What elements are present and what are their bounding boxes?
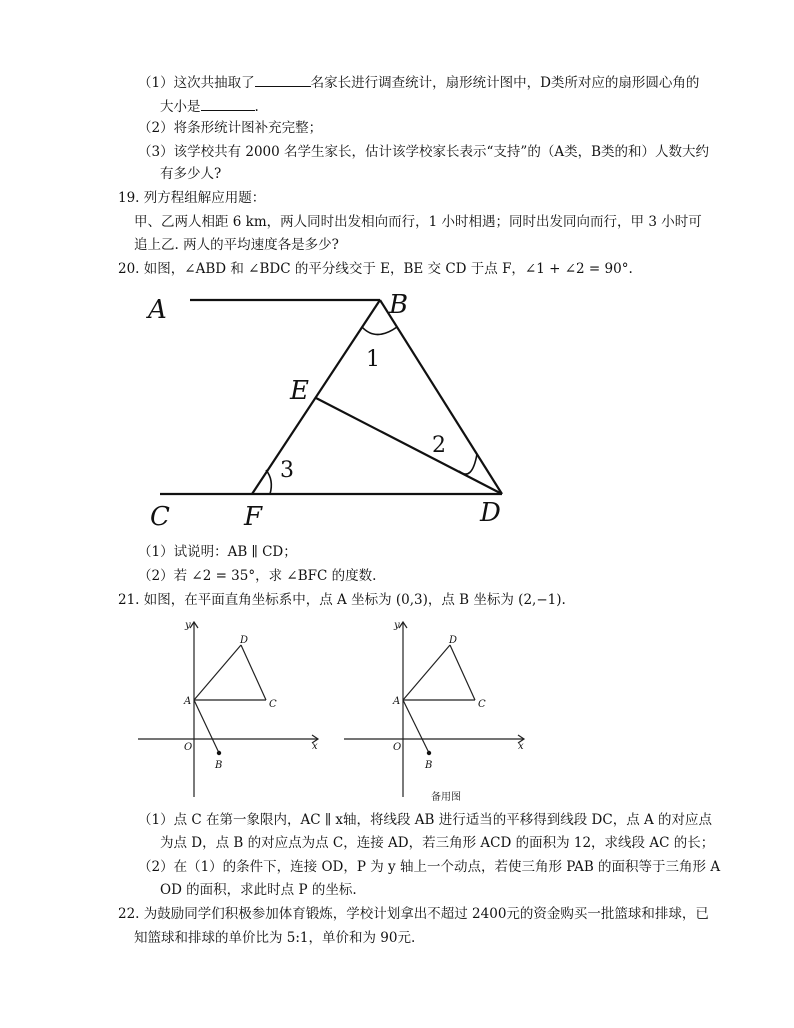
point-D-label: D [240,635,249,646]
origin-label: O [393,742,402,753]
q21-heading: 21. 如图，在平面直角坐标系中，点 A 坐标为 (0,3)，点 B 坐标为 (2,−1). [118,592,566,608]
label-C: C [150,502,170,532]
label-A: A [148,295,167,325]
segment-BF [252,300,380,494]
segment-AD [403,645,450,700]
point-A-label: A [393,696,401,707]
answer-blank[interactable] [201,96,255,111]
angle-3-arc [266,470,271,494]
q20-geometry-figure [140,285,520,535]
q18-part1-line1: （1）这次共抽取了 名家长进行调查统计，扇形统计图中，D类所对应的扇形圆心角的 [138,72,699,93]
x-axis-label: x [518,741,524,752]
y-axis-label: y [394,620,400,631]
point-C-label: C [478,699,486,710]
point-A-label: A [184,696,192,707]
q21-part1-line2: 为点 D，点 B 的对应点为点 C，连接 AD，若三角形 ACD 的面积为 12，求线段 AC 的长； [160,835,715,851]
spare-figure-caption: 备用图 [431,792,461,803]
q20-part2: （2）若 ∠2 = 35°，求 ∠BFC 的度数. [138,568,377,584]
segment-DC [241,645,266,700]
segment-AB [194,700,219,753]
q18-part1-line2: 大小是 . [160,96,259,117]
label-E: E [290,376,309,406]
point-B-dot [217,751,221,755]
q22-line2: 知篮球和排球的单价比为 5:1，单价和为 90元. [134,930,416,946]
point-B-label: B [215,760,223,771]
q21-part2-line1: （2）在（1）的条件下，连接 OD，P 为 y 轴上一个动点，若使三角形 PAB 的面积等于三角形 A [138,859,721,875]
x-axis-label: x [312,741,318,752]
label-angle-1: 1 [366,347,380,372]
angle-2-arc [459,454,477,474]
point-B-dot [427,751,431,755]
q21-spare-figure [338,612,538,802]
origin-label: O [184,742,193,753]
label-B: B [389,290,409,320]
q19-heading: 19. 列方程组解应用题： [118,190,266,206]
segment-AD [194,645,241,700]
q21-part2-line2: OD 的面积，求此时点 P 的坐标. [160,882,357,898]
point-D-label: D [449,635,458,646]
segment-ED [316,398,502,494]
q18-part3-line2: 有多少人? [160,166,222,182]
point-B-label: B [425,760,433,771]
q20-part1: （1）试说明：AB ∥ CD； [138,544,297,560]
label-angle-3: 3 [280,458,294,483]
q20-heading: 20. 如图，∠ABD 和 ∠BDC 的平分线交于 E，BE 交 CD 于点 F，∠1 + ∠2 = 90°. [118,261,633,277]
q19-line2: 追上乙. 两人的平均速度各是多少? [134,237,339,253]
q19-line1: 甲、乙两人相距 6 km，两人同时出发相向而行，1 小时相遇；同时出发同向而行，甲 3 小时可 [134,214,702,230]
segment-AB [403,700,429,753]
q21-part1-line1: （1）点 C 在第一象限内，AC ∥ x轴，将线段 AB 进行适当的平移得到线段 DC，点 A 的对应点 [138,812,713,828]
q18-part3-line1: （3）该学校共有 2000 名学生家长，估计该学校家长表示“支持”的（A类，B类的和）人数大约 [138,144,710,160]
answer-blank[interactable] [255,72,311,87]
y-axis-label: y [185,620,191,631]
point-C-label: C [269,699,277,710]
segment-BD [380,300,502,494]
segment-DC [450,645,475,700]
q21-coordinate-figure [132,612,332,802]
angle-1-arc [362,327,397,335]
q18-part2: （2）将条形统计图补充完整； [138,120,323,136]
label-F: F [244,502,263,532]
label-angle-2: 2 [432,433,446,458]
q22-line1: 22. 为鼓励同学们积极参加体育锻炼，学校计划拿出不超过 2400元的资金购买一批篮球和排球，已 [118,906,709,922]
label-D: D [480,498,501,528]
